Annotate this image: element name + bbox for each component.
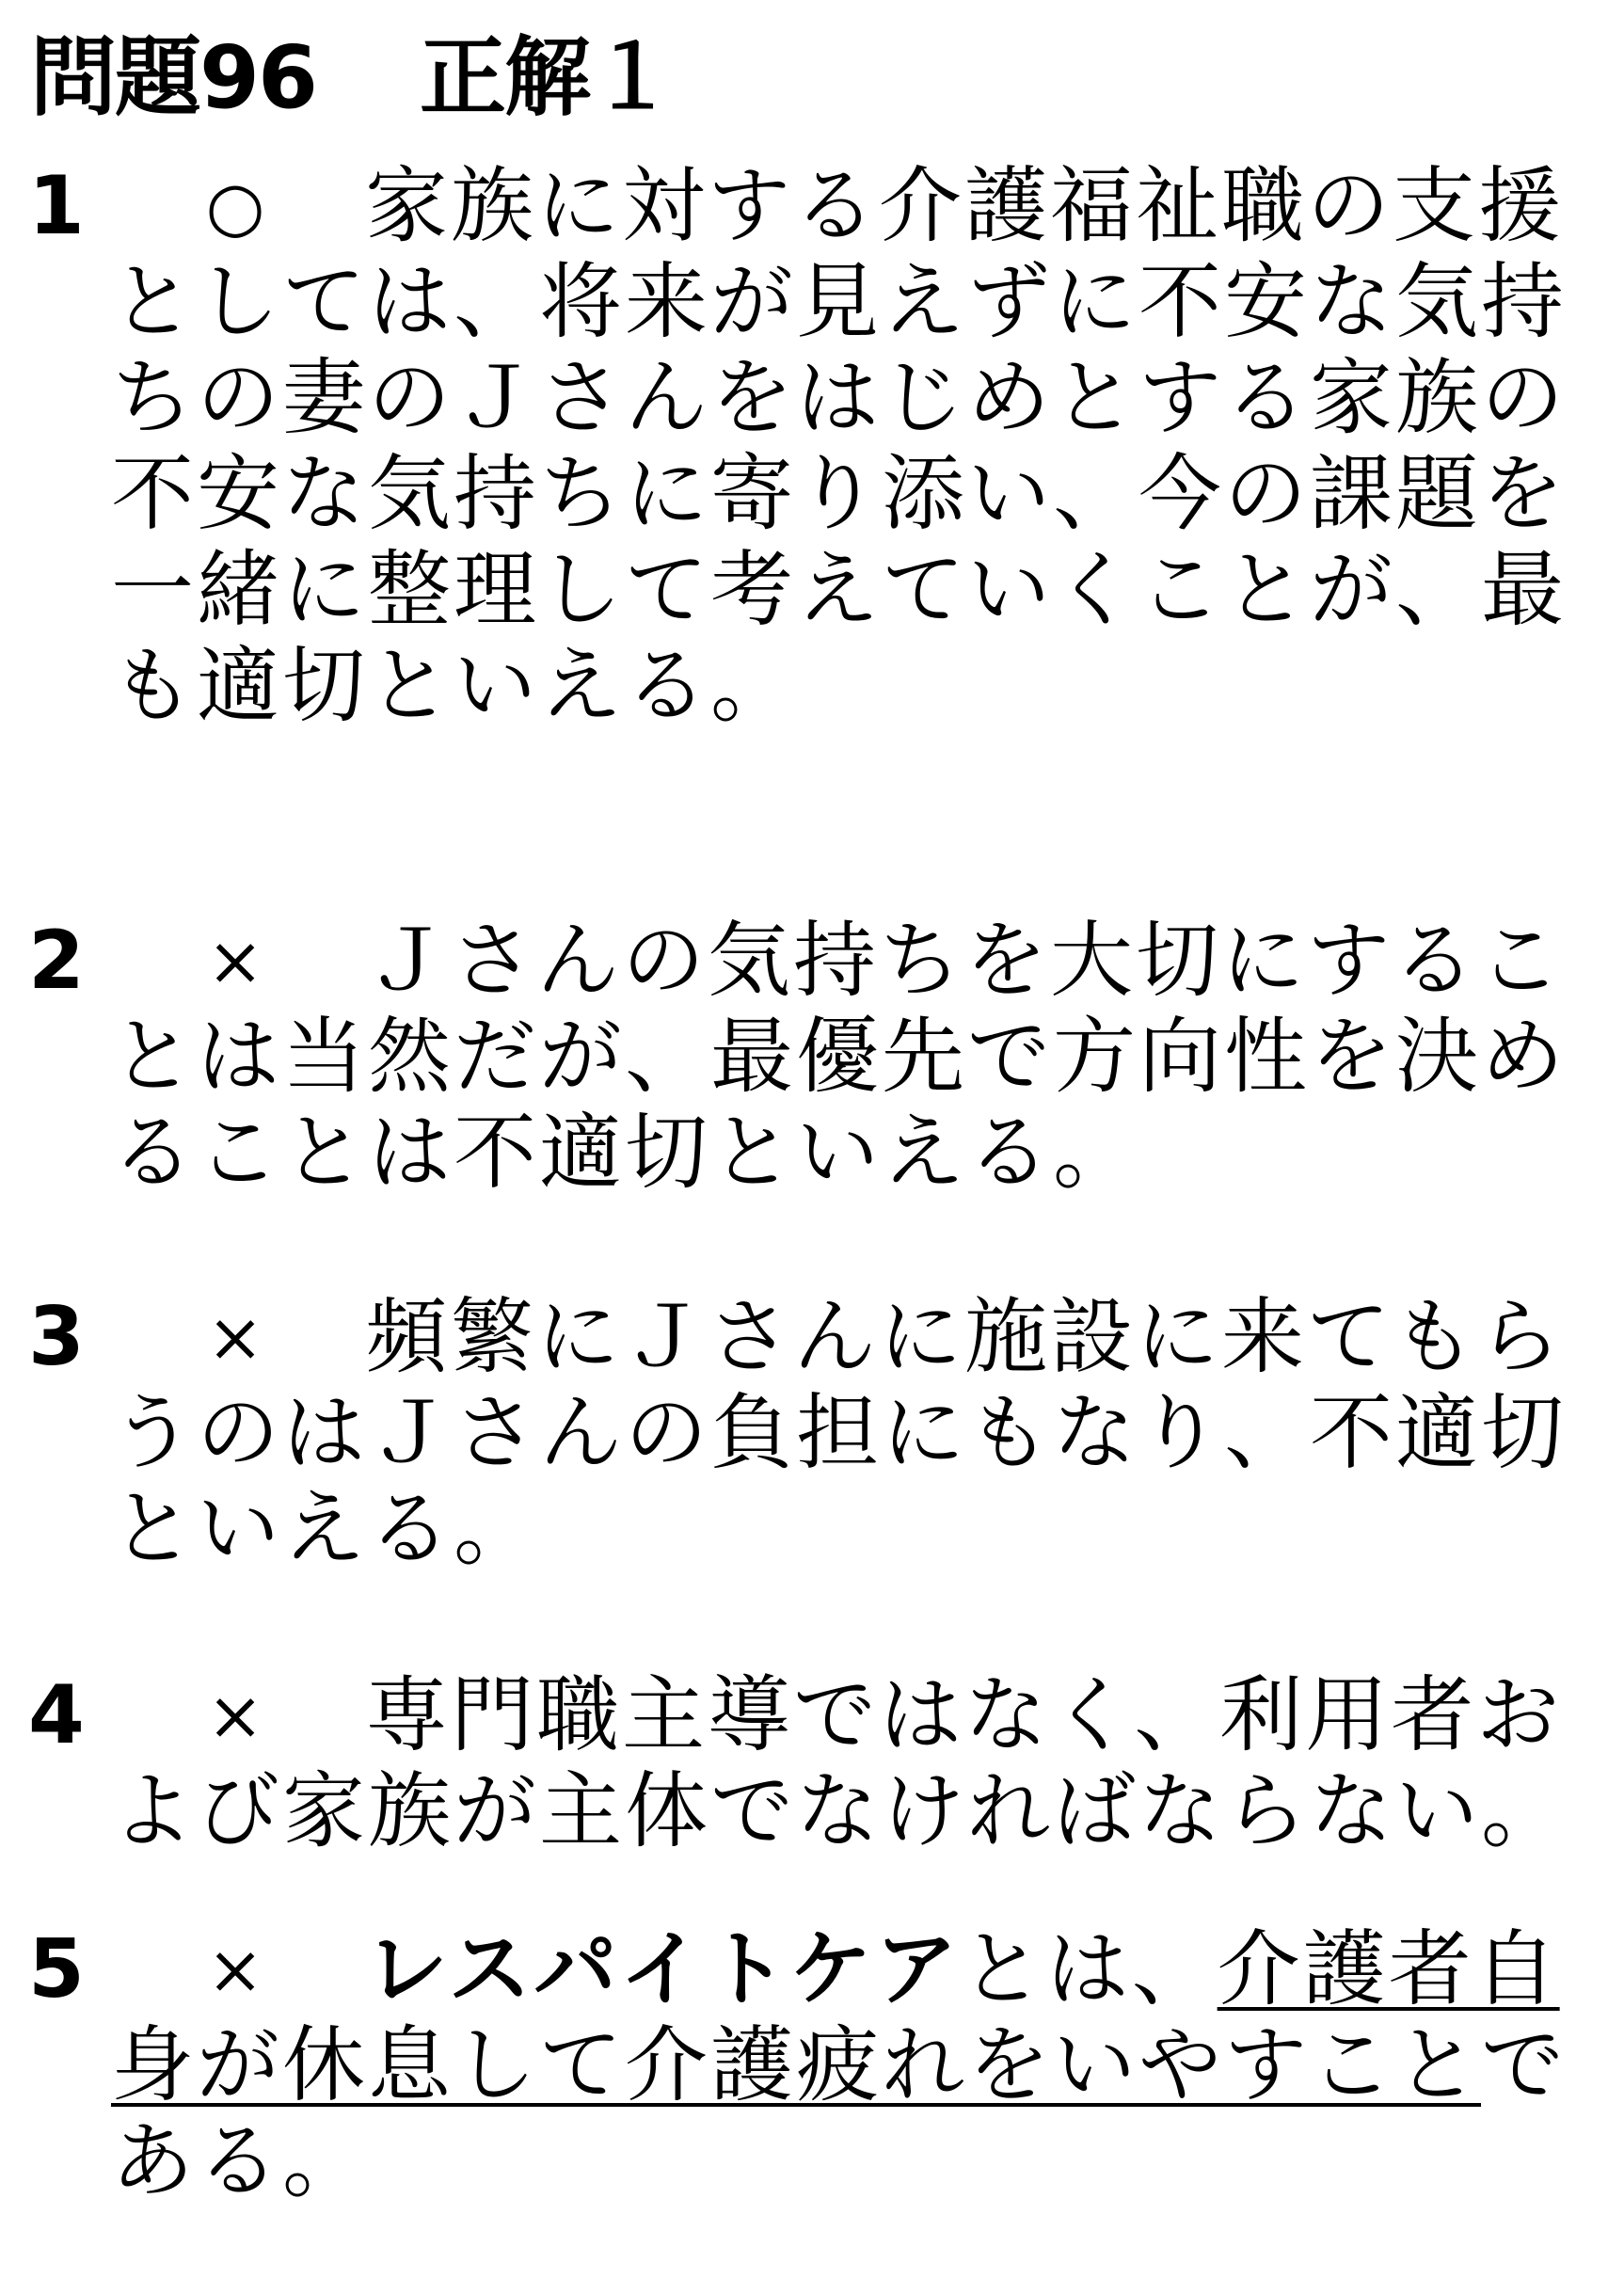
item-number: 4	[28, 1668, 85, 1762]
item-number: 2	[28, 914, 85, 1008]
key-term: レスパイトケア	[365, 1920, 961, 2017]
explanation-text: 専門職主導ではなく、利用者および家族が主体でなければならない。	[111, 1666, 1568, 1859]
incorrect-mark: ×	[206, 921, 264, 1000]
correct-mark: ○	[205, 167, 265, 246]
incorrect-mark: ×	[206, 1930, 264, 2009]
explanation-text: Ｊさんの気持ちを大切にすることは当然だが、最優先で方向性を決めることは不適切といえる。	[111, 912, 1568, 1201]
explanation-text-end: である。	[111, 2016, 1568, 2209]
header	[30, 26, 674, 130]
explanation-text-segment: とは、	[960, 1920, 1218, 2017]
incorrect-mark: ×	[206, 1676, 264, 1755]
explanation-text: 頻繁にＪさんに施設に来てもらうのはＪさんの負担にもなり、不適切といえる。	[111, 1288, 1568, 1577]
item-number: 5	[28, 1922, 85, 2016]
explanation-text	[111, 1921, 1579, 2209]
correct-answer: 正解１	[420, 27, 675, 128]
item-number: 1	[28, 159, 85, 253]
explanation-text: 家族に対する介護福祉職の支援としては、将来が見えずに不安な気持ちの妻のＪさんをはじめとする家族の不安な気持ちに寄り添い、今の課題を一緒に整理して考えていくことが、最も適切といえる。	[111, 157, 1568, 734]
incorrect-mark: ×	[206, 1298, 264, 1377]
problem-number: 問題96	[30, 27, 317, 128]
underlined-definition: 介護者自身が休息して介護疲れをいやすこと	[111, 1920, 1560, 2113]
item-number: 3	[28, 1290, 85, 1384]
